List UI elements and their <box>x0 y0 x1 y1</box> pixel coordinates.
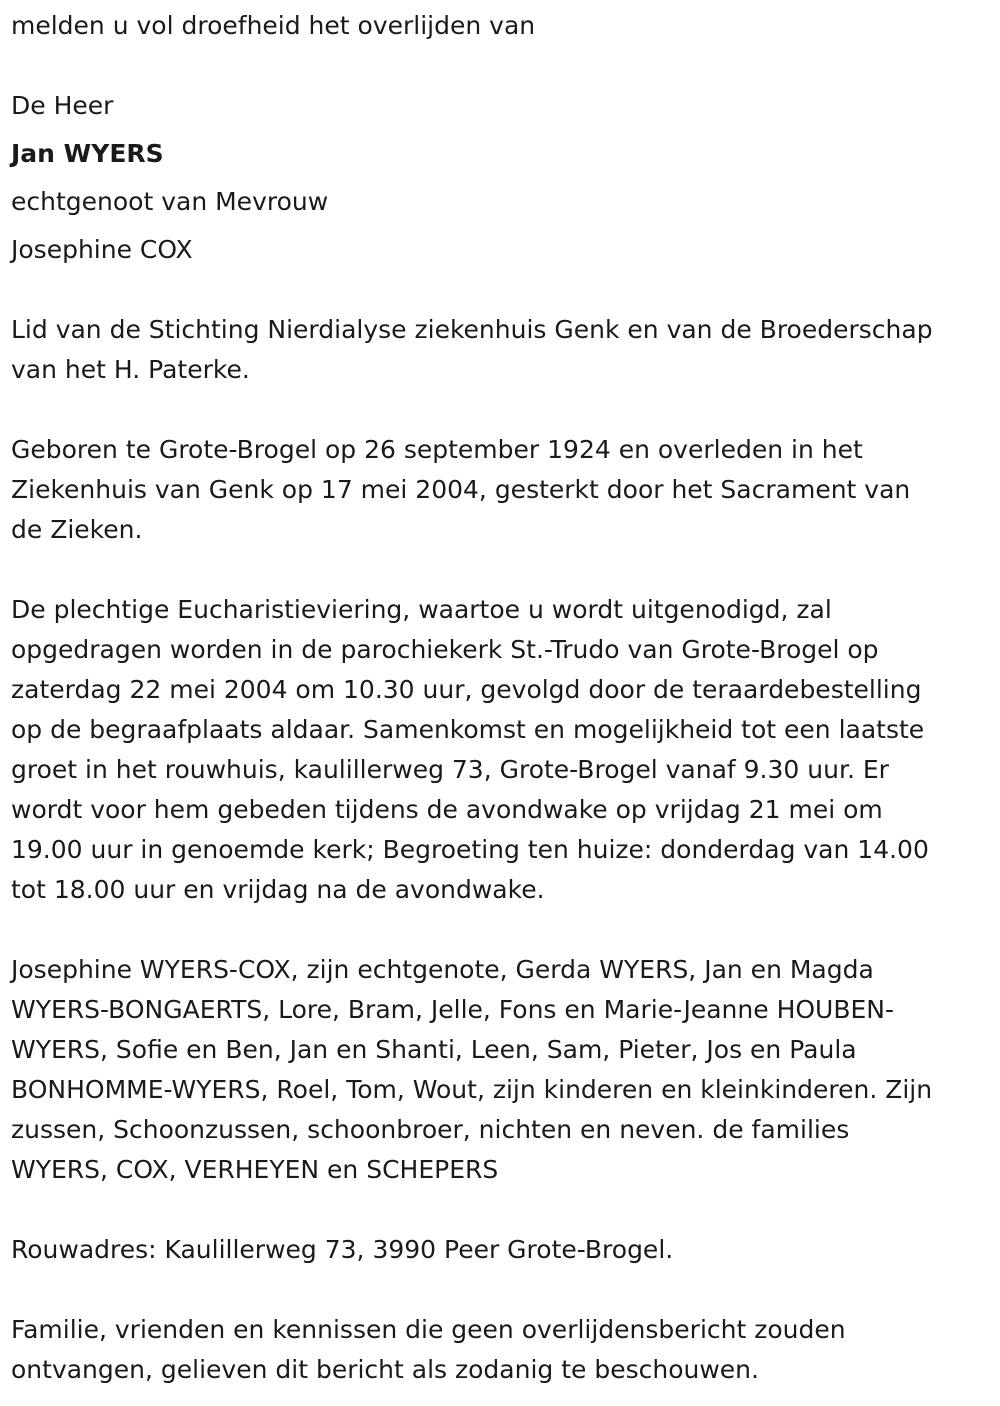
spouse-line: echtgenoot van Mevrouw <box>11 187 329 216</box>
paragraph-line: Ziekenhuis van Genk op 17 mei 2004, gesterkt door het Sacrament van <box>11 475 911 504</box>
paragraph-line: groet in het rouwhuis, kaulillerweg 73, Grote-Brogel vanaf 9.30 uur. Er <box>11 755 889 784</box>
paragraph-line: BONHOMME-WYERS, Roel, Tom, Wout, zijn kinderen en kleinkinderen. Zijn <box>11 1075 933 1104</box>
paragraph-line: ontvangen, gelieven dit bericht als zodanig te beschouwen. <box>11 1355 759 1384</box>
paragraph-line: de Zieken. <box>11 515 143 544</box>
title-prefix: De Heer <box>11 91 114 120</box>
paragraph-line: zaterdag 22 mei 2004 om 10.30 uur, gevolgd door de teraardebestelling <box>11 675 922 704</box>
closing-paragraph <box>11 1310 986 1390</box>
paragraph-line: Lid van de Stichting Nierdialyse ziekenhuis Genk en van de Broederschap <box>11 315 933 344</box>
paragraph-line: zussen, Schoonzussen, schoonbroer, nichten en neven. de families <box>11 1115 850 1144</box>
paragraph-line: tot 18.00 uur en vrijdag na de avondwake. <box>11 875 545 904</box>
paragraph-line: WYERS, Sofie en Ben, Jan en Shanti, Leen, Sam, Pieter, Jos en Paula <box>11 1035 857 1064</box>
paragraph-line: WYERS-BONGAERTS, Lore, Bram, Jelle, Fons en Marie-Jeanne HOUBEN- <box>11 995 895 1024</box>
birth-death-paragraph <box>11 430 986 550</box>
paragraph-line: wordt voor hem gebeden tijdens de avondwake op vrijdag 21 mei om <box>11 795 883 824</box>
family-paragraph <box>11 950 986 1190</box>
paragraph-line: 19.00 uur in genoemde kerk; Begroeting ten huize: donderdag van 14.00 <box>11 835 929 864</box>
deceased-name: Jan WYERS <box>11 139 164 168</box>
ceremony-paragraph <box>11 590 986 910</box>
paragraph-line: Geboren te Grote-Brogel op 26 september 1924 en overleden in het <box>11 435 863 464</box>
paragraph-line: van het H. Paterke. <box>11 355 250 384</box>
paragraph-line: WYERS, COX, VERHEYEN en SCHEPERS <box>11 1155 499 1184</box>
mourning-address: Rouwadres: Kaulillerweg 73, 3990 Peer Grote-Brogel. <box>11 1235 674 1264</box>
spouse-name: Josephine COX <box>11 235 193 264</box>
obituary-document <box>11 0 986 1390</box>
paragraph-line: De plechtige Eucharistieviering, waartoe u wordt uitgenodigd, zal <box>11 595 832 624</box>
paragraph-line: op de begraafplaats aldaar. Samenkomst en mogelijkheid tot een laatste <box>11 715 925 744</box>
membership-paragraph <box>11 310 986 390</box>
paragraph-line: Familie, vrienden en kennissen die geen overlijdensbericht zouden <box>11 1315 846 1344</box>
paragraph-line: opgedragen worden in de parochiekerk St.-Trudo van Grote-Brogel op <box>11 635 879 664</box>
paragraph-line: Josephine WYERS-COX, zijn echtgenote, Gerda WYERS, Jan en Magda <box>11 955 874 984</box>
intro-text: melden u vol droefheid het overlijden van <box>11 11 536 40</box>
